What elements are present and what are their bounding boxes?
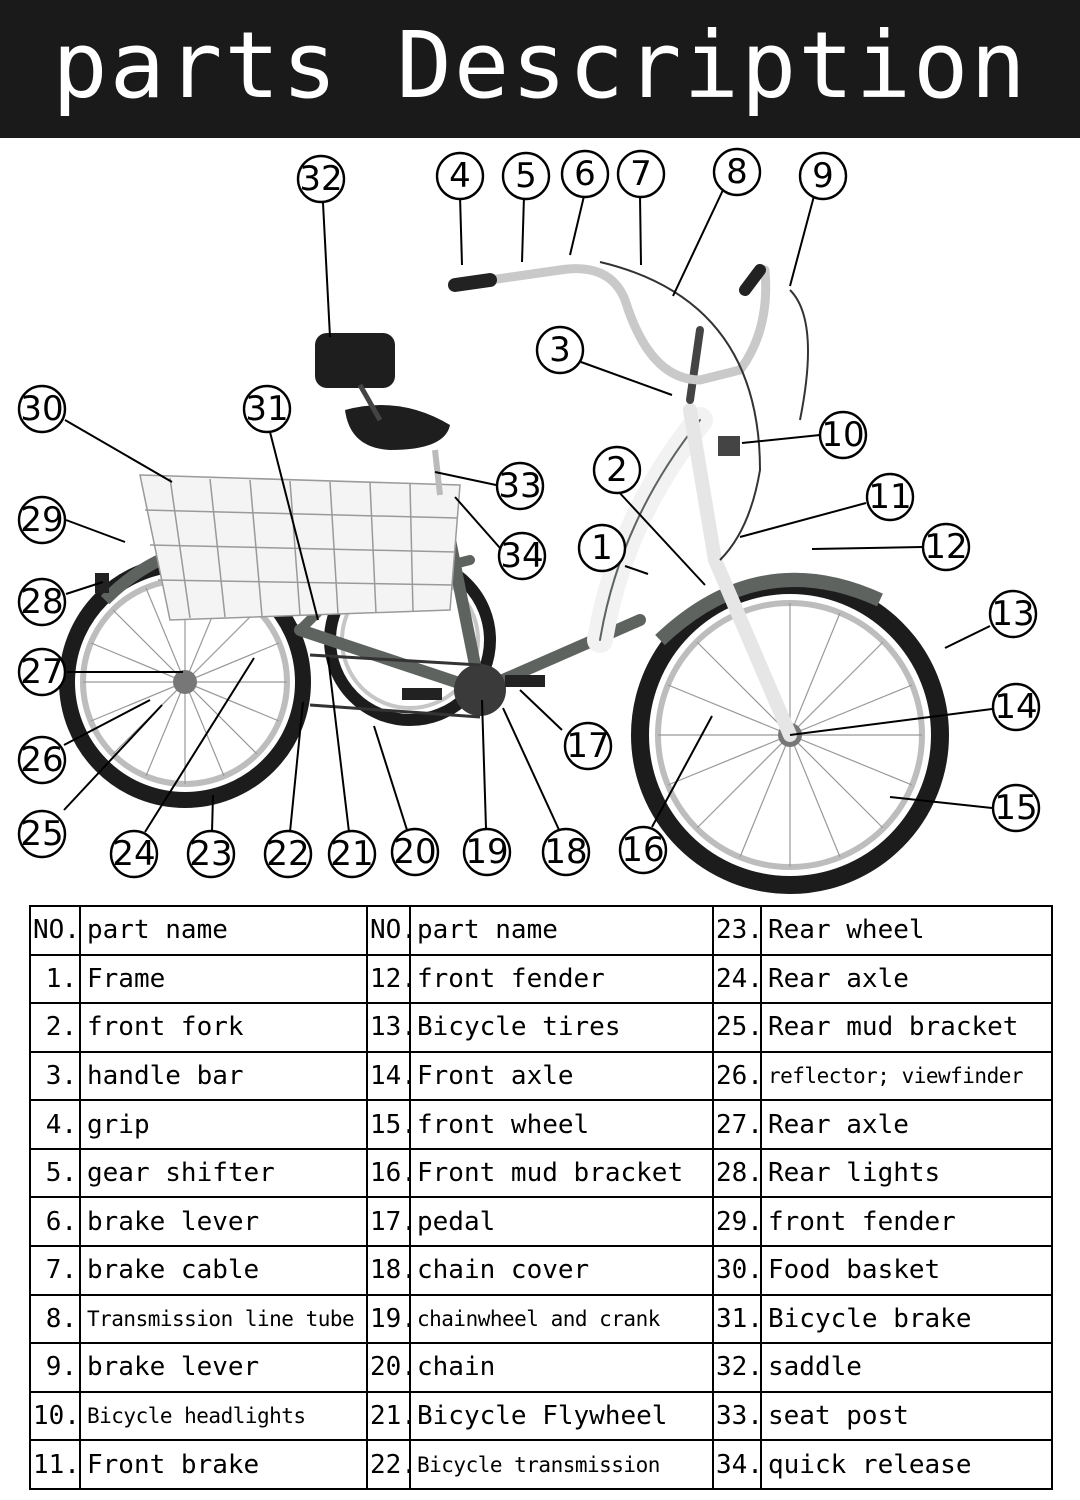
- callout-33: [497, 463, 543, 509]
- table-row: [30, 1100, 1052, 1149]
- column-header-no: NO.: [367, 906, 410, 955]
- svg-text:18: 18: [544, 832, 588, 872]
- title-banner: [0, 0, 1080, 138]
- svg-text:20: 20: [393, 832, 437, 872]
- table-cell-part-name: pedal: [410, 1197, 713, 1246]
- table-cell-no: 32.: [713, 1343, 761, 1392]
- table-cell-part-name: chain: [410, 1343, 713, 1392]
- callout-30: [19, 386, 65, 432]
- table-cell-no: 22.: [367, 1440, 410, 1489]
- table-cell-part-name: seat post: [761, 1392, 1052, 1441]
- table-cell-no: 23.: [713, 906, 761, 955]
- table-cell-no: 14.: [367, 1052, 410, 1101]
- callout-1: [579, 525, 625, 571]
- table-cell-no: 17.: [367, 1197, 410, 1246]
- table-cell-part-name: Bicycle headlights: [80, 1392, 367, 1441]
- callout-17: [565, 723, 611, 769]
- svg-text:25: 25: [20, 814, 64, 854]
- table-cell-part-name: brake lever: [80, 1197, 367, 1246]
- callout-13: [990, 591, 1036, 637]
- callout-11: [867, 474, 913, 520]
- callout-32: [298, 156, 344, 202]
- callout-31: [244, 386, 290, 432]
- table-cell-no: 10.: [30, 1392, 80, 1441]
- table-cell-part-name: front fender: [410, 955, 713, 1004]
- callout-4: [437, 153, 483, 199]
- table-cell-no: 6.: [30, 1197, 80, 1246]
- tricycle-diagram: [0, 138, 1080, 900]
- table-cell-part-name: quick release: [761, 1440, 1052, 1489]
- table-cell-part-name: front wheel: [410, 1100, 713, 1149]
- table-row: [30, 1003, 1052, 1052]
- table-cell-part-name: brake lever: [80, 1343, 367, 1392]
- svg-text:34: 34: [500, 536, 544, 576]
- column-header-no: NO.: [30, 906, 80, 955]
- callout-14: [993, 684, 1039, 730]
- svg-text:26: 26: [20, 740, 64, 780]
- table-row: [30, 1149, 1052, 1198]
- svg-text:7: 7: [630, 154, 652, 194]
- table-cell-part-name: brake cable: [80, 1246, 367, 1295]
- table-row: [30, 1440, 1052, 1489]
- table-cell-no: 13.: [367, 1003, 410, 1052]
- table-cell-no: 24.: [713, 955, 761, 1004]
- column-header-part-name: part name: [80, 906, 367, 955]
- svg-text:1: 1: [591, 528, 613, 568]
- callout-21: [329, 831, 375, 877]
- svg-text:9: 9: [812, 156, 834, 196]
- table-cell-part-name: Bicycle brake: [761, 1295, 1052, 1344]
- table-cell-no: 16.: [367, 1149, 410, 1198]
- svg-text:33: 33: [498, 466, 542, 506]
- table-cell-no: 21.: [367, 1392, 410, 1441]
- table-cell-no: 4.: [30, 1100, 80, 1149]
- svg-text:12: 12: [924, 527, 968, 567]
- table-cell-no: 7.: [30, 1246, 80, 1295]
- callout-25: [19, 811, 65, 857]
- table-cell-no: 1.: [30, 955, 80, 1004]
- table-cell-no: 2.: [30, 1003, 80, 1052]
- svg-text:21: 21: [330, 834, 374, 874]
- parts-table: [29, 905, 1053, 1490]
- table-cell-no: 28.: [713, 1149, 761, 1198]
- svg-text:14: 14: [994, 687, 1038, 727]
- callout-20: [392, 829, 438, 875]
- callout-6: [562, 151, 608, 197]
- table-cell-no: 19.: [367, 1295, 410, 1344]
- table-cell-no: 33.: [713, 1392, 761, 1441]
- table-cell-no: 12.: [367, 955, 410, 1004]
- page-title: parts Description: [52, 12, 1028, 119]
- svg-text:32: 32: [299, 159, 343, 199]
- svg-text:15: 15: [994, 788, 1038, 828]
- table-cell-part-name: front fender: [761, 1197, 1052, 1246]
- table-row: [30, 1343, 1052, 1392]
- svg-text:6: 6: [574, 154, 596, 194]
- table-header-row: [30, 906, 1052, 955]
- table-cell-part-name: front fork: [80, 1003, 367, 1052]
- callout-2: [594, 447, 640, 493]
- callout-12: [923, 524, 969, 570]
- table-row: [30, 1246, 1052, 1295]
- callout-18: [543, 829, 589, 875]
- table-cell-no: 30.: [713, 1246, 761, 1295]
- table-cell-part-name: Rear axle: [761, 1100, 1052, 1149]
- table-cell-no: 26.: [713, 1052, 761, 1101]
- table-cell-part-name: handle bar: [80, 1052, 367, 1101]
- callout-15: [993, 785, 1039, 831]
- table-cell-part-name: Front brake: [80, 1440, 367, 1489]
- table-cell-no: 31.: [713, 1295, 761, 1344]
- svg-text:3: 3: [549, 330, 571, 370]
- table-cell-no: 27.: [713, 1100, 761, 1149]
- callout-24: [111, 831, 157, 877]
- svg-text:5: 5: [515, 156, 537, 196]
- table-cell-part-name: Food basket: [761, 1246, 1052, 1295]
- svg-text:16: 16: [621, 830, 665, 870]
- callout-27: [19, 649, 65, 695]
- table-row: [30, 1392, 1052, 1441]
- callout-23: [188, 831, 234, 877]
- table-cell-part-name: Bicycle Flywheel: [410, 1392, 713, 1441]
- svg-text:17: 17: [566, 726, 610, 766]
- svg-text:13: 13: [991, 594, 1035, 634]
- svg-text:29: 29: [20, 500, 64, 540]
- callout-9: [800, 153, 846, 199]
- table-cell-part-name: Front axle: [410, 1052, 713, 1101]
- table-row: [30, 1197, 1052, 1246]
- svg-text:23: 23: [189, 834, 233, 874]
- callout-16: [620, 827, 666, 873]
- svg-text:31: 31: [245, 389, 289, 429]
- table-row: [30, 1295, 1052, 1344]
- callout-10: [820, 412, 866, 458]
- svg-text:4: 4: [449, 156, 471, 196]
- table-cell-part-name: Front mud bracket: [410, 1149, 713, 1198]
- svg-text:8: 8: [726, 152, 748, 192]
- table-cell-no: 8.: [30, 1295, 80, 1344]
- table-cell-part-name: grip: [80, 1100, 367, 1149]
- table-cell-part-name: Transmission line tube: [80, 1295, 367, 1344]
- svg-text:27: 27: [20, 652, 64, 692]
- table-cell-part-name: Rear lights: [761, 1149, 1052, 1198]
- callout-29: [19, 497, 65, 543]
- svg-text:19: 19: [465, 832, 509, 872]
- table-cell-part-name: gear shifter: [80, 1149, 367, 1198]
- callout-28: [19, 579, 65, 625]
- callout-3: [537, 327, 583, 373]
- svg-text:28: 28: [20, 582, 64, 622]
- table-row: [30, 955, 1052, 1004]
- table-cell-no: 11.: [30, 1440, 80, 1489]
- table-cell-no: 25.: [713, 1003, 761, 1052]
- svg-text:24: 24: [112, 834, 156, 874]
- table-cell-part-name: Frame: [80, 955, 367, 1004]
- table-cell-no: 18.: [367, 1246, 410, 1295]
- table-cell-part-name: Rear wheel: [761, 906, 1052, 955]
- table-cell-no: 15.: [367, 1100, 410, 1149]
- callout-34: [499, 533, 545, 579]
- table-cell-part-name: reflector; viewfinder: [761, 1052, 1052, 1101]
- callout-5: [503, 153, 549, 199]
- callout-8: [714, 149, 760, 195]
- column-header-part-name: part name: [410, 906, 713, 955]
- table-row: [30, 1052, 1052, 1101]
- table-cell-part-name: Rear mud bracket: [761, 1003, 1052, 1052]
- table-cell-part-name: Bicycle transmission: [410, 1440, 713, 1489]
- table-cell-no: 3.: [30, 1052, 80, 1101]
- svg-text:22: 22: [266, 834, 310, 874]
- svg-text:30: 30: [20, 389, 64, 429]
- table-cell-no: 5.: [30, 1149, 80, 1198]
- callout-7: [618, 151, 664, 197]
- table-cell-no: 29.: [713, 1197, 761, 1246]
- table-cell-no: 20.: [367, 1343, 410, 1392]
- table-cell-no: 34.: [713, 1440, 761, 1489]
- table-cell-part-name: Bicycle tires: [410, 1003, 713, 1052]
- table-cell-no: 9.: [30, 1343, 80, 1392]
- table-cell-part-name: Rear axle: [761, 955, 1052, 1004]
- callout-26: [19, 737, 65, 783]
- svg-text:11: 11: [868, 477, 912, 517]
- svg-text:10: 10: [821, 415, 865, 455]
- callout-19: [464, 829, 510, 875]
- table-cell-part-name: saddle: [761, 1343, 1052, 1392]
- table-cell-part-name: chainwheel and crank: [410, 1295, 713, 1344]
- svg-text:2: 2: [606, 450, 628, 490]
- table-cell-part-name: chain cover: [410, 1246, 713, 1295]
- callout-22: [265, 831, 311, 877]
